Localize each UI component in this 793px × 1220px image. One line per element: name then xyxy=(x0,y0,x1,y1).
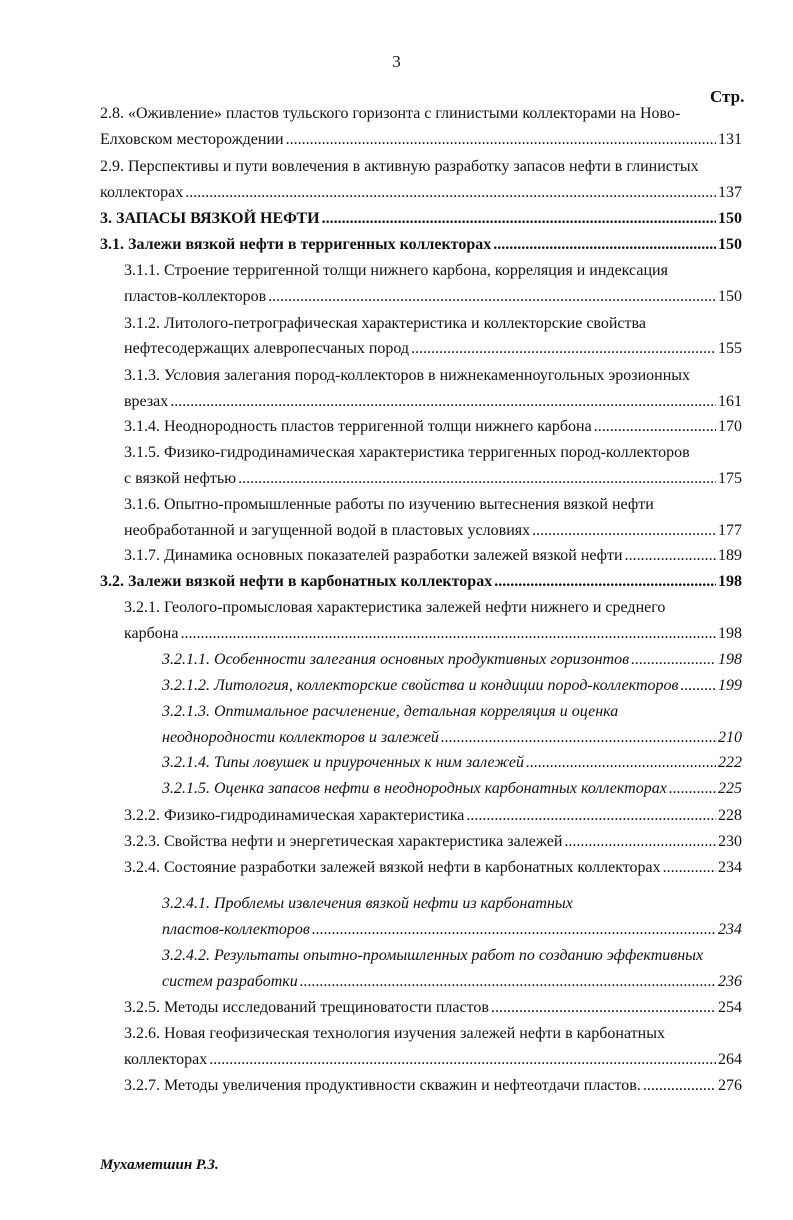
toc-entry-3-2-4[interactable] xyxy=(124,858,742,878)
leader-dots xyxy=(491,998,716,1018)
toc-entry-3-2-1-1[interactable] xyxy=(162,650,742,670)
toc-page-number: 228 xyxy=(718,807,742,824)
leader-dots xyxy=(322,209,716,229)
toc-page-number: 131 xyxy=(718,131,742,148)
toc-entry-title: 3.2.1.4. Типы ловушек и приуроченных к ним залежей xyxy=(162,754,524,771)
toc-entry-3-2-1-3-line1: 3.2.1.3. Оптимальное расчленение, детальная корреляция и оценка xyxy=(162,703,619,720)
toc-entry-title: Елховском месторождении xyxy=(100,131,284,148)
toc-entry-title: врезах xyxy=(124,393,169,410)
toc-page-number: 189 xyxy=(718,547,742,564)
toc-entry-title: 3.2.4. Состояние разработки залежей вязкой нефти в карбонатных коллекторах xyxy=(124,859,661,876)
toc-page-number: 234 xyxy=(718,921,742,938)
toc-page-number: 254 xyxy=(718,999,742,1016)
toc-entry-3-2-6-line1: 3.2.6. Новая геофизическая технология изучения залежей нефти в карбонатных xyxy=(124,1025,665,1042)
leader-dots xyxy=(238,469,716,489)
leader-dots xyxy=(170,392,716,412)
toc-entry-title: необработанной и загущенной водой в пластовых условиях xyxy=(124,522,531,539)
toc-entry-title: неоднородности коллекторов и залежей xyxy=(162,729,439,746)
toc-entry-3-2-4-1-line1: 3.2.4.1. Проблемы извлечения вязкой нефти из карбонатных xyxy=(162,895,573,912)
toc-entry-3-2-4-2-line1: 3.2.4.2. Результаты опытно-промышленных работ по созданию эффективных xyxy=(162,947,704,964)
toc-entry-3-2-1-3[interactable] xyxy=(162,728,742,748)
toc-page-number: 150 xyxy=(718,210,742,227)
toc-page-number: 198 xyxy=(718,625,742,642)
leader-dots xyxy=(209,1050,716,1070)
toc-entry-3-1-6[interactable] xyxy=(124,521,742,541)
page-number: 3 xyxy=(392,52,401,71)
toc-entry-title: 3.2.3. Свойства нефти и энергетическая характеристика залежей xyxy=(124,833,563,850)
toc-page-number: 177 xyxy=(718,522,742,539)
toc-page-number: 150 xyxy=(718,288,742,305)
leader-dots xyxy=(625,546,716,566)
toc-entry-title: нефтесодержащих алевропесчаных пород xyxy=(124,340,410,357)
toc-entry-3-2-1-4[interactable] xyxy=(162,753,742,773)
toc-entry-3-1-1-line1: 3.1.1. Строение терригенной толщи нижнего карбона, корреляция и индексация xyxy=(124,262,668,279)
toc-page-number: 198 xyxy=(718,651,742,668)
toc-entry-title: карбона xyxy=(124,625,179,642)
toc-page-number: 276 xyxy=(718,1077,742,1094)
toc-entry-title: 3.2.7. Методы увеличения продуктивности скважин и нефтеотдачи пластов. xyxy=(124,1077,641,1094)
toc-page-number: 199 xyxy=(718,677,742,694)
toc-entry-title: 3.2.5. Методы исследований трещиноватости пластов xyxy=(124,999,489,1016)
toc-entry-3-2-1-line1: 3.2.1. Геолого-промысловая характеристика залежей нефти нижнего и среднего xyxy=(124,599,666,616)
toc-entry-title: 3.2.1.1. Особенности залегания основных продуктивных горизонтов xyxy=(162,651,630,668)
toc-entry-3-1-5-line1: 3.1.5. Физико-гидродинамическая характеристика терригенных пород-коллекторов xyxy=(124,444,690,461)
toc-entry-title: с вязкой нефтью xyxy=(124,470,237,487)
toc-page-number: 155 xyxy=(718,340,742,357)
leader-dots xyxy=(300,972,716,992)
toc-entry-3-1-2[interactable] xyxy=(124,339,742,359)
toc-page-number: 137 xyxy=(718,184,742,201)
leader-dots xyxy=(493,235,716,255)
toc-page-number: 234 xyxy=(718,859,742,876)
toc-entry-title: 3. ЗАПАСЫ ВЯЗКОЙ НЕФТИ xyxy=(100,210,320,227)
leader-dots xyxy=(532,521,716,541)
toc-entry-3-2-3[interactable] xyxy=(124,832,742,852)
toc-entry-title: коллекторах xyxy=(100,184,184,201)
toc-entry-3-2-1-2[interactable] xyxy=(162,676,742,696)
toc-page-number: 198 xyxy=(718,573,742,590)
toc-entry-2-8-line1: 2.8. «Оживление» пластов тульского горизонта с глинистыми коллекторами на Ново- xyxy=(100,105,681,122)
toc-entry-title: коллекторах xyxy=(124,1051,208,1068)
toc-entry-title: 3.2.2. Физико-гидродинамическая характеристика xyxy=(124,807,465,824)
toc-entry-3-1[interactable] xyxy=(100,235,742,255)
leader-dots xyxy=(441,728,716,748)
toc-entry-3-1-4[interactable] xyxy=(124,417,742,437)
footer-author: Мухаметшин Р.З. xyxy=(100,1157,219,1173)
toc-page-number: 230 xyxy=(718,833,742,850)
toc-entry-3-2-6[interactable] xyxy=(124,1050,742,1070)
toc-entry-3-2[interactable] xyxy=(100,572,742,592)
toc-entry-3-2-4-2[interactable] xyxy=(162,972,742,992)
leader-dots xyxy=(631,650,716,670)
toc-entry-title: 3.1.7. Динамика основных показателей разработки залежей вязкой нефти xyxy=(124,547,623,564)
leader-dots xyxy=(286,130,716,150)
toc-page-number: 236 xyxy=(718,973,742,990)
toc-entry-2-9-line1: 2.9. Перспективы и пути вовлечения в активную разработку запасов нефти в глинистых xyxy=(100,158,699,175)
toc-entry-title: 3.2.1.5. Оценка запасов нефти в неоднородных карбонатных коллекторах xyxy=(162,780,667,797)
toc-entry-title: 3.1.4. Неоднородность пластов терригенной толщи нижнего карбона xyxy=(124,418,592,435)
toc-page-number: 150 xyxy=(718,236,742,253)
toc-entry-title: пластов-коллекторов xyxy=(162,921,310,938)
toc-entry-title: систем разработки xyxy=(162,973,298,990)
toc-entry-3-2-1-5[interactable] xyxy=(162,779,742,799)
toc-page-number: 170 xyxy=(718,418,742,435)
leader-dots xyxy=(643,1076,716,1096)
leader-dots xyxy=(312,920,716,940)
leader-dots xyxy=(663,858,716,878)
leader-dots xyxy=(494,572,716,592)
toc-page-number: 210 xyxy=(718,729,742,746)
leader-dots xyxy=(526,753,716,773)
leader-dots xyxy=(411,339,716,359)
toc-page-number: 161 xyxy=(718,393,742,410)
leader-dots xyxy=(594,417,716,437)
toc-entry-3-2-1[interactable] xyxy=(124,624,742,644)
toc-entry-3-2-7[interactable] xyxy=(124,1076,742,1096)
toc-entry-3-1-3[interactable] xyxy=(124,392,742,412)
leader-dots xyxy=(564,832,716,852)
toc-entry-3-2-4-1[interactable] xyxy=(162,920,742,940)
leader-dots xyxy=(180,624,716,644)
toc-entry-2-9[interactable] xyxy=(100,183,742,203)
page-column-header: Стр. xyxy=(710,87,745,106)
toc-entry-3-1-2-line1: 3.1.2. Литолого-петрографическая характеристика и коллекторские свойства xyxy=(124,315,646,332)
leader-dots xyxy=(268,287,716,307)
toc-entry-2-8[interactable] xyxy=(100,130,742,150)
toc-entry-title: 3.2.1.2. Литология, коллекторские свойства и кондиции пород-коллекторов xyxy=(162,677,679,694)
toc-entry-3[interactable] xyxy=(100,209,742,229)
toc-entry-3-1-1[interactable] xyxy=(124,287,742,307)
toc-entry-title: пластов-коллекторов xyxy=(124,288,267,305)
toc-entry-title: 3.2. Залежи вязкой нефти в карбонатных коллекторах xyxy=(100,573,493,590)
toc-entry-3-1-7[interactable] xyxy=(124,546,742,566)
toc-page-number: 225 xyxy=(718,780,742,797)
toc-entry-3-1-6-line1: 3.1.6. Опытно-промышленные работы по изучению вытеснения вязкой нефти xyxy=(124,496,654,513)
leader-dots xyxy=(669,779,716,799)
leader-dots xyxy=(185,183,716,203)
toc-page-number: 175 xyxy=(718,470,742,487)
toc-entry-title: 3.1. Залежи вязкой нефти в терригенных коллекторах xyxy=(100,236,492,253)
leader-dots xyxy=(680,676,716,696)
toc-entry-3-1-5[interactable] xyxy=(124,469,742,489)
toc-page-number: 264 xyxy=(718,1051,742,1068)
toc-entry-3-1-3-line1: 3.1.3. Условия залегания пород-коллекторов в нижнекаменноугольных эрозионных xyxy=(124,367,690,384)
leader-dots xyxy=(466,806,716,826)
toc-entry-3-2-2[interactable] xyxy=(124,806,742,826)
toc-page-number: 222 xyxy=(718,754,742,771)
toc-entry-3-2-5[interactable] xyxy=(124,998,742,1018)
